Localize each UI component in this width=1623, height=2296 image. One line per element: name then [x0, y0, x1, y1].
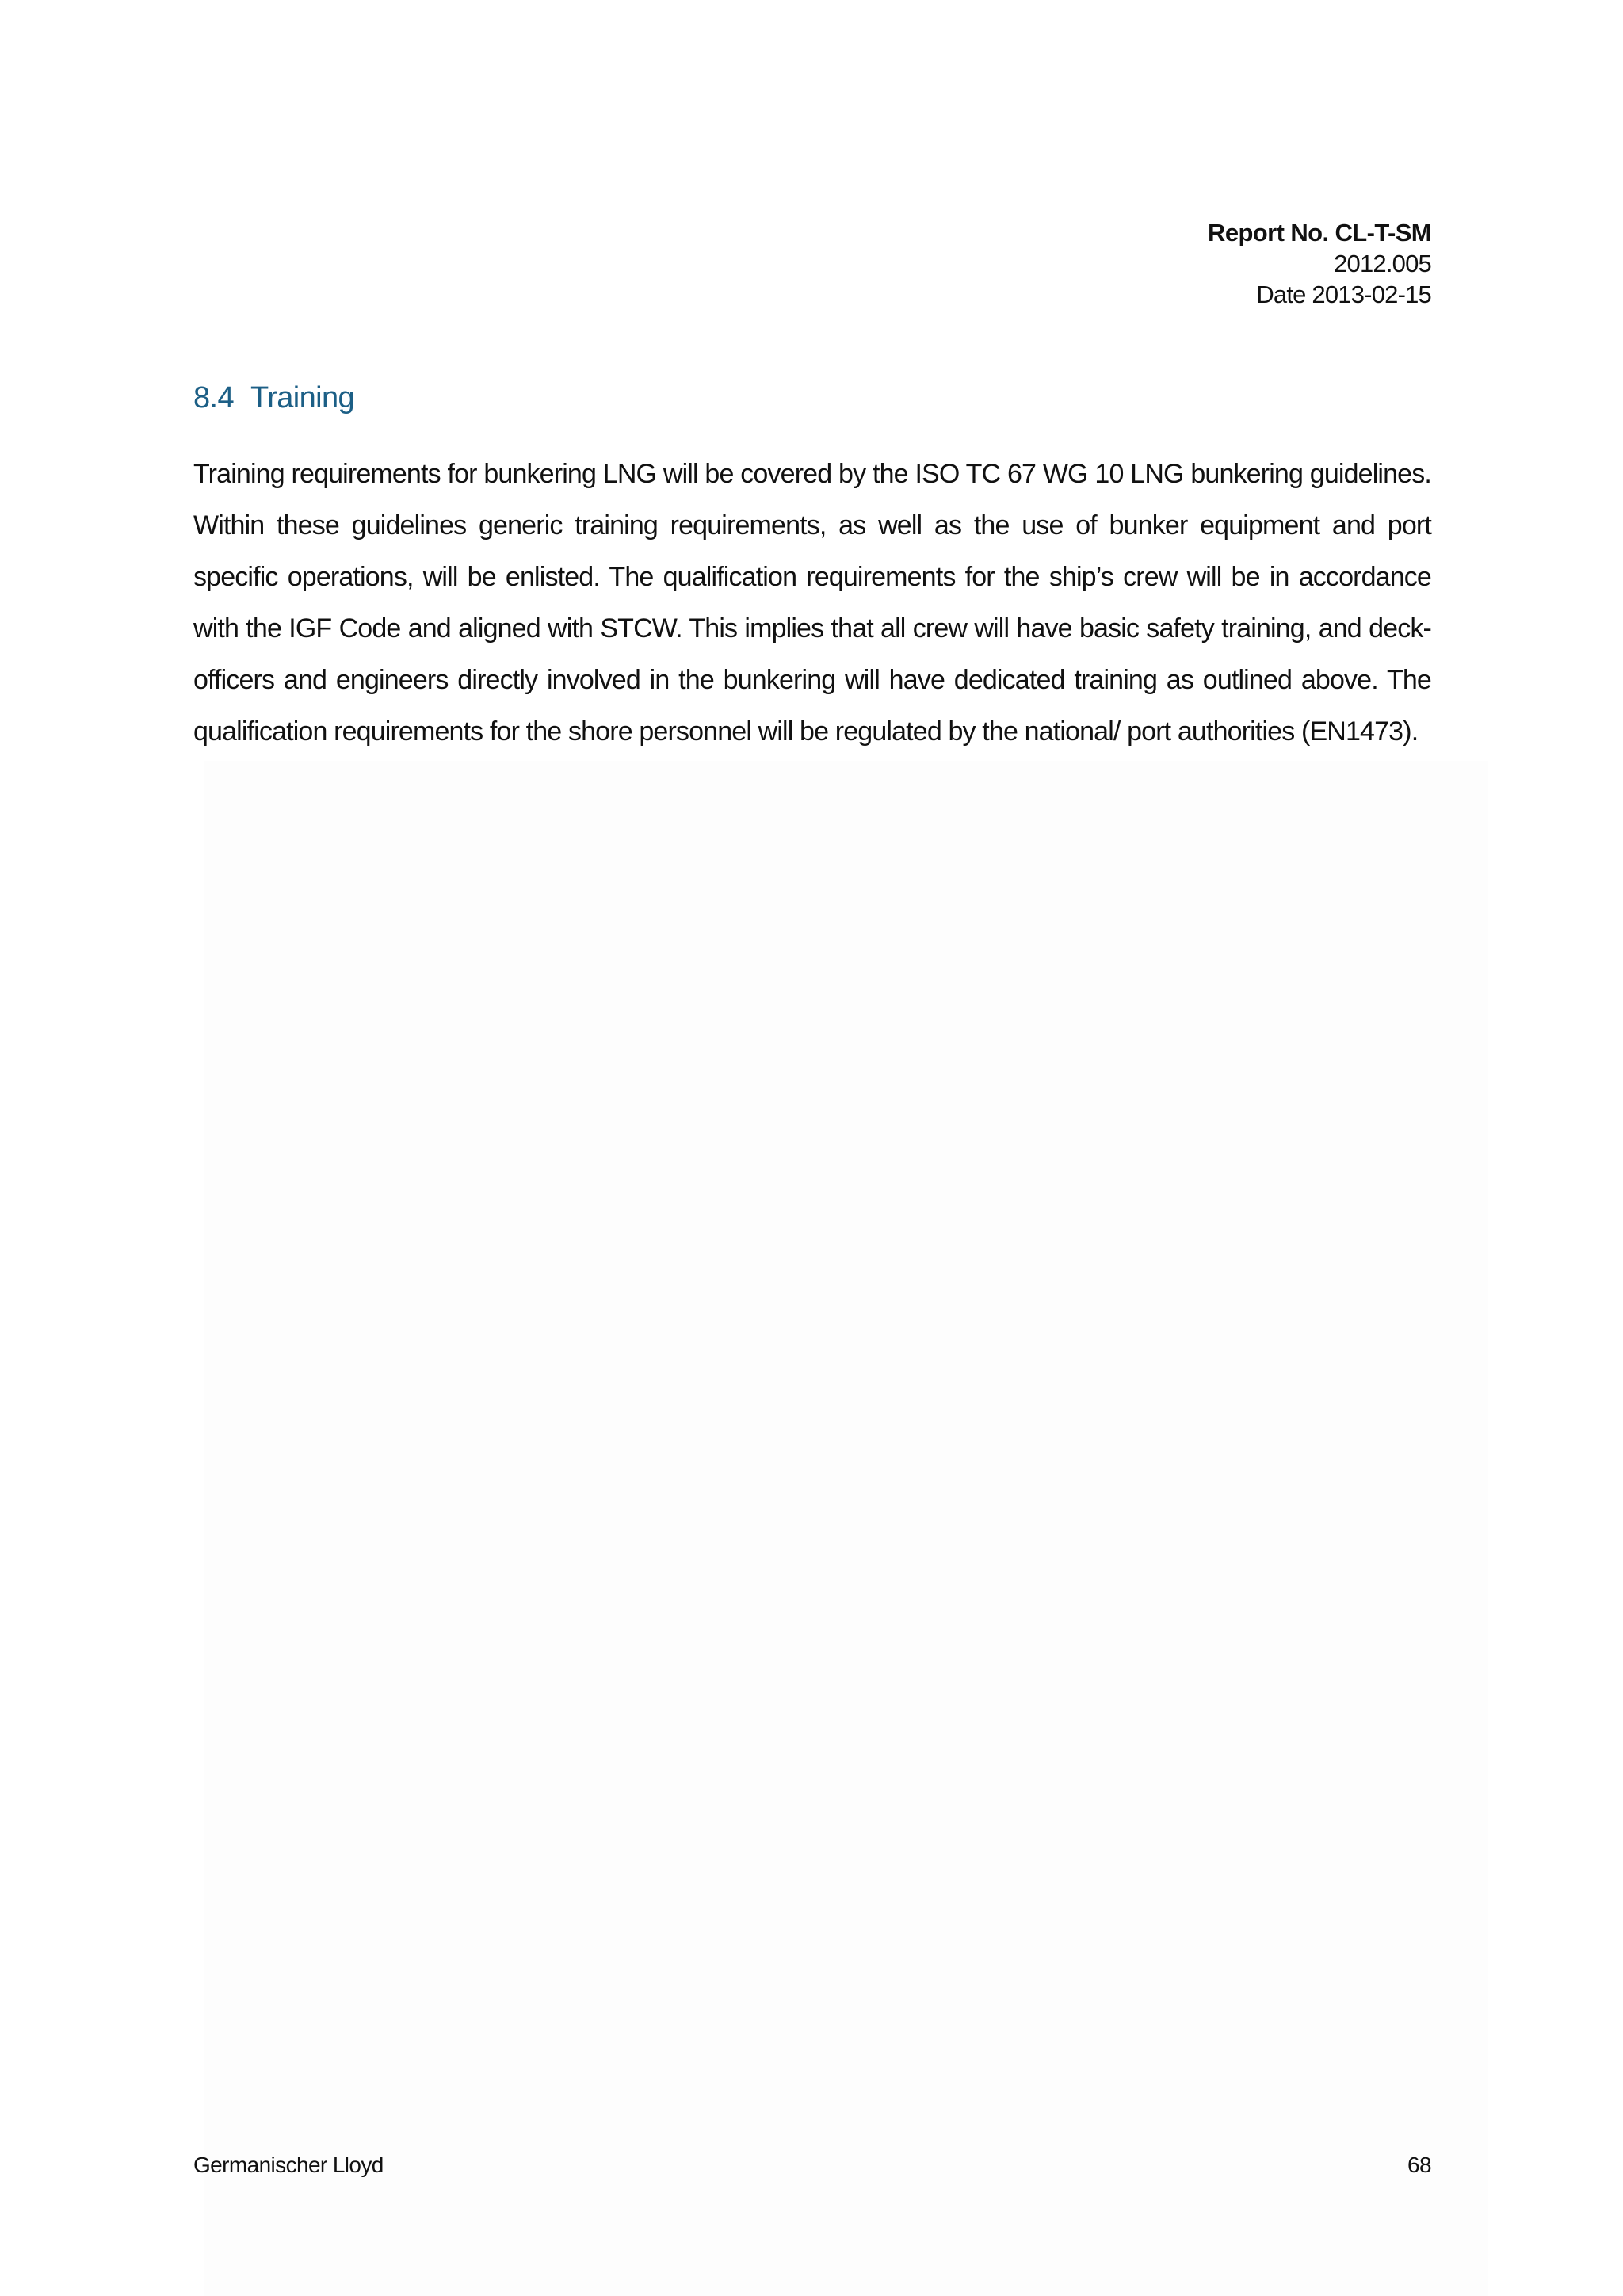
footer-page-number: 68 — [1407, 2153, 1431, 2177]
report-date: Date 2013-02-15 — [1256, 281, 1431, 308]
section-title: Training — [250, 381, 355, 415]
report-header — [1208, 217, 1431, 310]
section-number: 8.4 — [193, 381, 235, 415]
page-background-shade — [204, 761, 1488, 2296]
footer-company: Germanischer Lloyd — [193, 2153, 384, 2177]
section-heading — [193, 379, 354, 417]
section-body-paragraph: Training requirements for bunkering LNG will be covered by the ISO TC 67 WG 10 LNG bunkering guidelines. Within these guidelines generic training requirements, as well as the use of bunker equipment and port specific operations, will be enlisted. The qualification requirements for the ship’s crew will be in accordance with the IGF Code and aligned with STCW. This implies that all crew will have basic safety training, and deck-officers and engineers directly involved in the bunkering will have dedicated training as outlined above. The qualification requirements for the shore personnel will be regulated by the national/ port authorities (EN1473). — [193, 459, 1431, 747]
report-code: 2012.005 — [1334, 250, 1431, 277]
report-number: Report No. CL-T-SM — [1208, 219, 1431, 246]
